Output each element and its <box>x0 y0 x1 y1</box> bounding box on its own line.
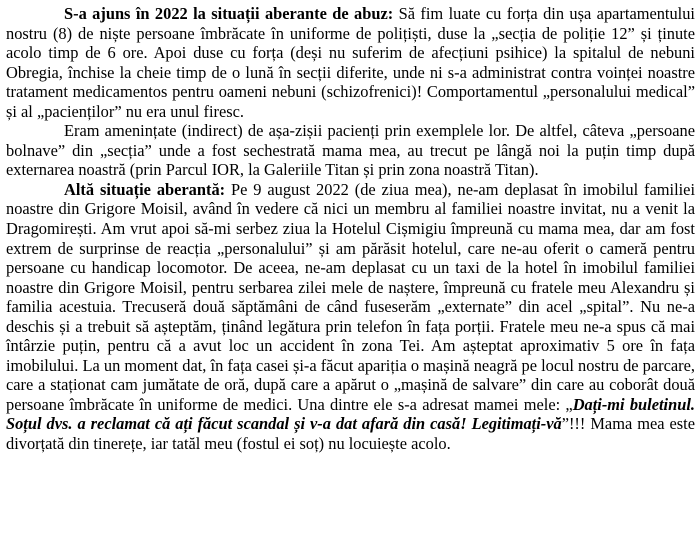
paragraph-text: ”!!! Mama mea este divorțată din tinerețe, iar tatăl meu (fostul ei soț) nu locuiește acolo. <box>6 414 695 454</box>
heading-another-situation: Altă situație aberantă: <box>64 179 226 199</box>
paragraph-threats <box>6 121 695 180</box>
paragraph-text: Pe 9 august 2022 (de ziua mea), ne-am deplasat în imobilul familiei noastre din Grigore Moisil, având în vedere că nici un membru al familiei noastre invitat, nu a venit la Dragomirești. Am vrut apoi să-mi serbez ziua la Hotelul Cișmigiu împreună cu mama mea, dar am fost extrem de surprinse de reacția „personalului” și am părăsit hotelul, care ne-au oferit o cameră pentru persoane cu handicap locomotor. De aceea, ne-am deplasat cu un taxi de la hotel în imobilul familiei noastre din Grigore Moisil, pentru serbarea zilei mele de naștere, împreună cu fratele meu Alexandru și familia acestuia. Trecuseră două săptămâni de când fuseserăm „externate” din acel „spital”. Nu ne-a deschis și a trebuit să așteptăm, ținând legătura prin telefon în fața porții. Fratele meu ne-a spus că mai întârzie puțin, pentru că a avut loc un accident în zona Tei. Am așteptat aproximativ 5 ore în fața imobilului. La un moment dat, în fața casei și-a făcut apariția o mașină neagră pe locul nostru de parcare, care a staționat cam jumătate de oră, după care a apărut o „mașină de salvare” din care au coborât două persoane îmbrăcate în uniforme de medici. Una dintre ele s-a adresat mamei mele: „ <box>6 179 695 414</box>
paragraph-text: Eram amenințate (indirect) de așa-zișii pacienți prin exemplele lor. De altfel, câteva „persoane bolnave” din „secția” unde a fost sechestrată mama mea, au trecut pe lângă noi la puțin timp după externarea noastră (prin Parcul IOR, la Galeriile Titan și prin zona noastră Titan). <box>6 121 695 180</box>
heading-abuse-situation: S-a ajuns în 2022 la situații aberante de abuz: <box>64 4 394 23</box>
quoted-speech: Dați-mi buletinul. Soțul dvs. a reclamat că ați făcut scandal și v-a dat afară din casă! Legitimați-vă <box>6 394 695 434</box>
paragraph-text: Să fim luate cu forța din ușa apartamentului nostru (8) de niște persoane îmbrăcate în uniforme de polițiști, duse la „secția de poliție 12” și ținute acolo timp de 6 ore. Apoi duse cu forța (deși nu suferim de afecțiuni psihice) la spitalul de nebuni Obregia, închise la cheie timp de o lună în secții diferite, unde ni s-a administrat contra voinței noastre tratament medicamentos pentru oameni nebuni (schizofrenici)! Comportamentul „personalului medical” și al „pacienților” nu era unul firesc. <box>6 4 695 121</box>
paragraph-another-situation <box>6 180 695 454</box>
document-page <box>6 4 695 454</box>
paragraph-abuse-situation <box>6 4 695 121</box>
